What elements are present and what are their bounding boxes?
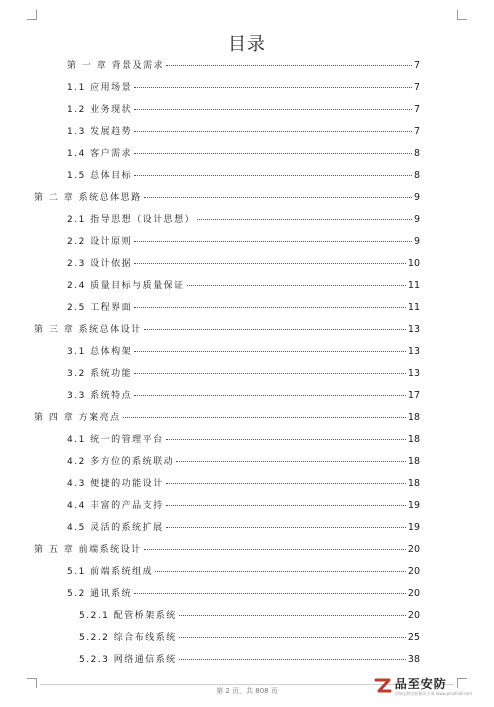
toc-entry[interactable]	[67, 234, 420, 250]
toc-dot-leader	[187, 285, 406, 286]
toc-entry-page-number: 10	[407, 258, 420, 269]
toc-entry[interactable]	[34, 190, 420, 206]
toc-entry[interactable]	[67, 454, 420, 470]
toc-dot-leader	[134, 153, 412, 154]
toc-entry-label: 1.1 应用场景	[67, 83, 133, 93]
toc-entry-label: 3.2 系统功能	[67, 369, 133, 379]
toc-entry-label: 3.3 系统特点	[67, 391, 133, 401]
toc-entry-label: 2.5 工程界面	[67, 303, 133, 313]
toc-entry[interactable]	[67, 168, 420, 184]
toc-entry-page-number: 9	[413, 236, 420, 247]
toc-entry-label: 2.2 设计原则	[67, 237, 133, 247]
toc-entry-label: 5.2.1 配管桥架系统	[79, 611, 177, 621]
toc-dot-leader	[123, 417, 406, 418]
toc-dot-leader	[134, 241, 412, 242]
toc-entry-page-number: 7	[413, 126, 420, 137]
toc-entry-page-number: 11	[407, 302, 420, 313]
toc-entry-label: 2.4 质量目标与质量保证	[67, 281, 185, 291]
page-corner-mark	[457, 10, 467, 20]
toc-entry[interactable]	[34, 322, 420, 338]
toc-entry[interactable]	[67, 520, 420, 536]
toc-entry-page-number: 13	[407, 324, 420, 335]
toc-entry-page-number: 18	[407, 478, 420, 489]
toc-entry-page-number: 18	[407, 434, 420, 445]
toc-dot-leader	[179, 615, 406, 616]
toc-entry-page-number: 25	[407, 632, 420, 643]
toc-entry-page-number: 20	[407, 588, 420, 599]
toc-entry-page-number: 13	[407, 346, 420, 357]
toc-entry-label: 第 三 章 系统总体设计	[34, 325, 142, 335]
toc-dot-leader	[134, 373, 406, 374]
toc-entry-page-number: 18	[407, 456, 420, 467]
toc-entry-label: 1.5 总体目标	[67, 171, 133, 181]
toc-dot-leader	[134, 175, 412, 176]
toc-entry[interactable]	[67, 476, 420, 492]
toc-entry[interactable]	[67, 366, 420, 382]
page-corner-mark	[27, 10, 37, 20]
toc-entry-page-number: 13	[407, 368, 420, 379]
toc-entry[interactable]	[67, 278, 420, 294]
toc-entry-label: 4.5 灵活的系统扩展	[67, 523, 164, 533]
toc-entry[interactable]	[67, 212, 420, 228]
toc-dot-leader	[166, 65, 412, 66]
toc-dot-leader	[166, 527, 406, 528]
toc-entry-page-number: 17	[407, 390, 420, 401]
toc-dot-leader	[134, 131, 412, 132]
toc-entry-label: 4.3 便捷的功能设计	[67, 479, 164, 489]
toc-dot-leader	[144, 549, 406, 550]
toc-entry-label: 5.2 通讯系统	[67, 589, 133, 599]
toc-title: 目录	[228, 34, 266, 55]
toc-entry-label: 5.2.3 网络通信系统	[79, 655, 177, 665]
page-footer: 第 2 页，共 808 页	[216, 687, 278, 695]
toc-dot-leader	[134, 263, 406, 264]
toc-dot-leader	[179, 637, 406, 638]
toc-entry-page-number: 20	[407, 544, 420, 555]
toc-entry-label: 4.1 统一的管理平台	[67, 435, 164, 445]
toc-dot-leader	[134, 351, 406, 352]
toc-entry[interactable]	[79, 608, 420, 624]
toc-dot-leader	[166, 483, 406, 484]
toc-entry[interactable]	[34, 542, 420, 558]
toc-entry-label: 第 四 章 方案亮点	[34, 413, 121, 423]
toc-entry[interactable]	[67, 564, 420, 580]
toc-entry-page-number: 20	[407, 566, 420, 577]
toc-entry-label: 1.3 发展趋势	[67, 127, 133, 137]
toc-entry-page-number: 7	[413, 82, 420, 93]
toc-entry-page-number: 19	[407, 522, 420, 533]
toc-entry-page-number: 9	[413, 192, 420, 203]
toc-entry-page-number: 20	[407, 610, 420, 621]
toc-entry[interactable]	[67, 586, 420, 602]
toc-entry-page-number: 38	[407, 654, 420, 665]
toc-entry-page-number: 11	[407, 280, 420, 291]
toc-entry-label: 1.2 业务现状	[67, 105, 133, 115]
toc-entry-label: 2.3 设计依据	[67, 259, 133, 269]
toc-dot-leader	[134, 109, 412, 110]
toc-entry-label: 5.2.2 综合布线系统	[79, 633, 177, 643]
toc-entry[interactable]	[34, 410, 420, 426]
logo-mark-icon	[373, 676, 393, 696]
toc-entry[interactable]	[67, 344, 420, 360]
toc-entry-page-number: 18	[407, 412, 420, 423]
toc-dot-leader	[176, 461, 406, 462]
toc-entry-label: 1.4 客户需求	[67, 149, 133, 159]
toc-dot-leader	[179, 659, 406, 660]
toc-entry-page-number: 8	[413, 148, 420, 159]
toc-entry[interactable]	[67, 124, 420, 140]
toc-entry[interactable]	[67, 146, 420, 162]
toc-entry-label: 5.1 前端系统组成	[67, 567, 154, 577]
toc-dot-leader	[134, 307, 406, 308]
toc-entry[interactable]	[67, 256, 420, 272]
toc-entry[interactable]	[67, 388, 420, 404]
toc-entry-label: 第 五 章 前端系统设计	[34, 545, 142, 555]
toc-entry-label: 4.4 丰富的产品支持	[67, 501, 164, 511]
toc-entry[interactable]	[67, 498, 420, 514]
toc-dot-leader	[166, 439, 406, 440]
toc-dot-leader	[155, 571, 406, 572]
brand-logo	[373, 676, 472, 696]
toc-dot-leader	[197, 219, 412, 220]
toc-dot-leader	[134, 395, 406, 396]
toc-entry-page-number: 19	[407, 500, 420, 511]
toc-dot-leader	[144, 197, 412, 198]
toc-entry[interactable]	[67, 58, 420, 74]
toc-dot-leader	[144, 329, 406, 330]
toc-entry-label: 4.2 多方位的系统联动	[67, 457, 175, 467]
toc-entry[interactable]	[67, 300, 420, 316]
toc-entry-page-number: 9	[413, 214, 420, 225]
toc-dot-leader	[134, 87, 412, 88]
toc-entry-page-number: 8	[413, 170, 420, 181]
toc-entry-label: 3.1 总体构架	[67, 347, 133, 357]
toc-entry[interactable]	[67, 80, 420, 96]
brand-name: 品至安防	[394, 676, 447, 691]
toc-dot-leader	[166, 505, 406, 506]
toc-entry-page-number: 7	[413, 104, 420, 115]
toc-entry[interactable]	[67, 432, 420, 448]
toc-entry-label: 第 二 章 系统总体思路	[34, 193, 142, 203]
brand-subtitle: 前端品牌安防解决方案 www.pinzhiaf.com	[394, 690, 472, 696]
toc-entry-label: 2.1 指导思想（设计思想）	[67, 215, 196, 225]
toc-entry[interactable]	[79, 630, 420, 646]
toc-entry-page-number: 7	[413, 60, 420, 71]
toc-entry[interactable]	[67, 102, 420, 118]
toc-dot-leader	[134, 593, 406, 594]
toc-entry[interactable]	[79, 652, 420, 668]
toc-entry-label: 第 一 章 背景及需求	[67, 61, 165, 71]
